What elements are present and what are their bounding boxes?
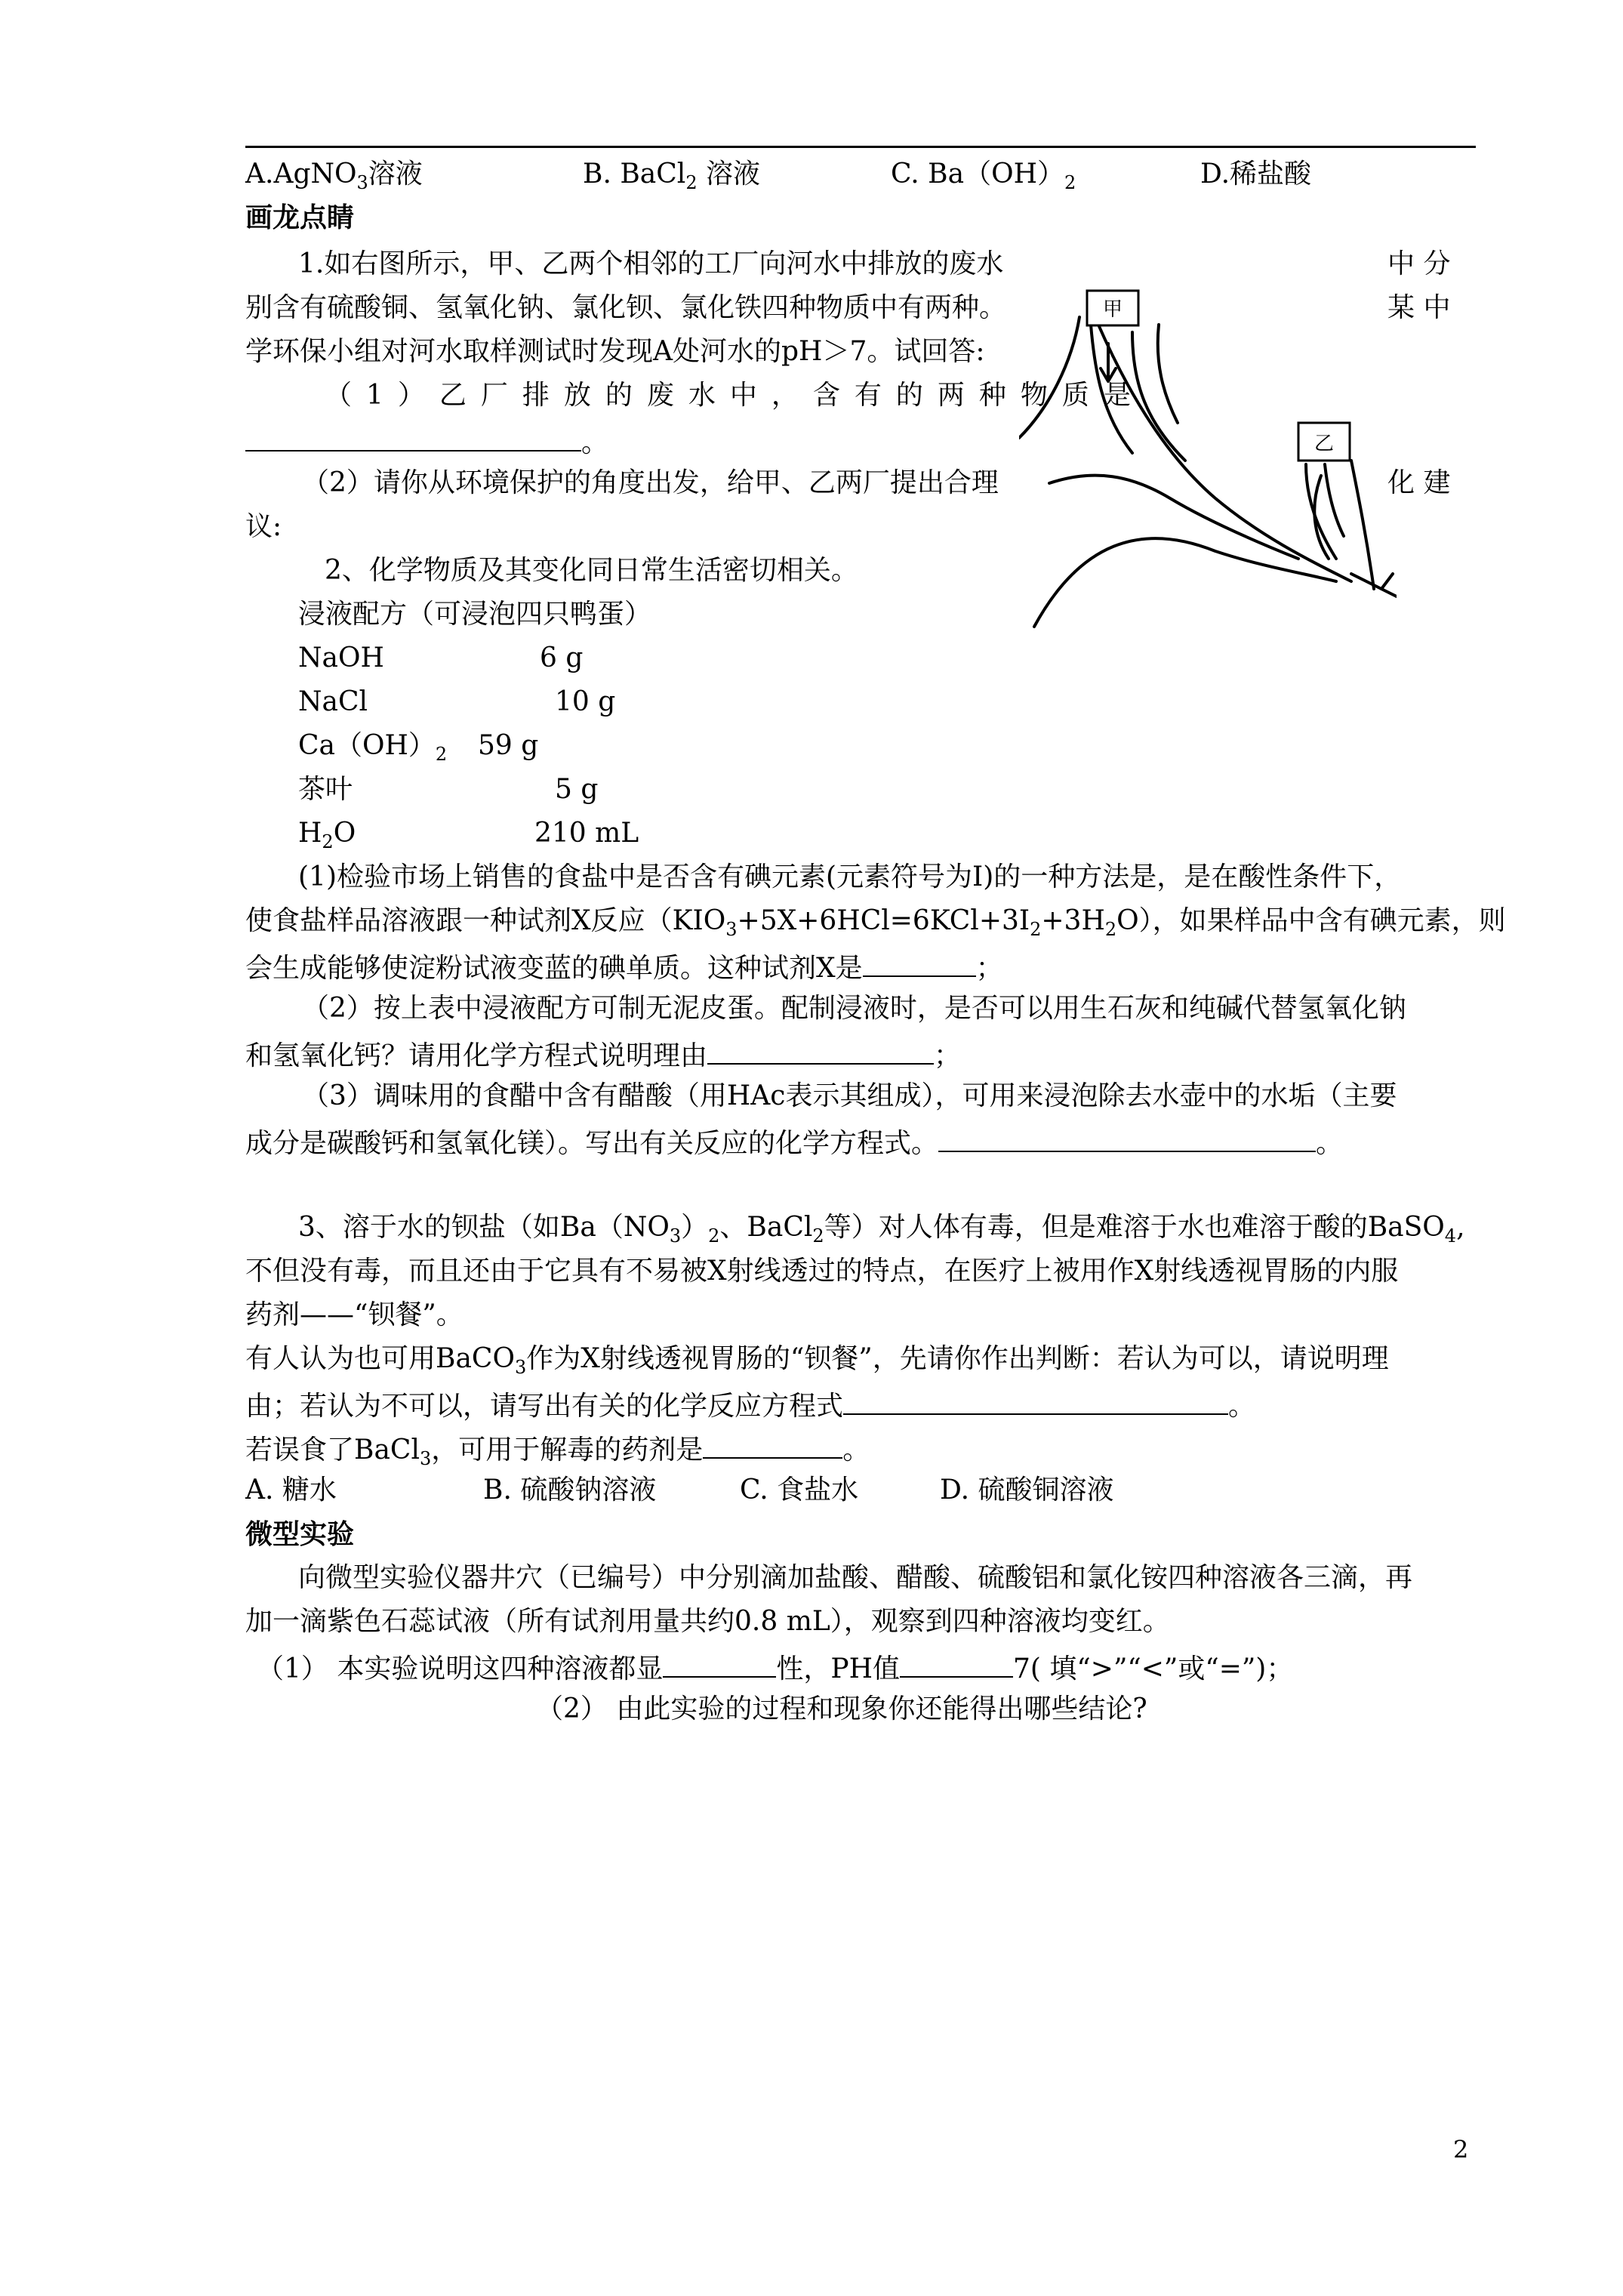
q3-option-d: D. 硫酸铜溶液 bbox=[940, 1475, 1114, 1505]
q2-sub2-line2: 和氢氧化钙？请用化学方程式说明理由 ； bbox=[245, 1033, 961, 1076]
q1-part1: （1）乙厂排放的废水中，含有的两种物质是 bbox=[325, 380, 1145, 411]
q2-sub3-line2: 成分是碳酸钙和氢氧化镁）。写出有关反应的化学方程式。 。 bbox=[245, 1120, 1343, 1163]
recipe-row-name: $Ca(OH)_2$ bbox=[298, 730, 448, 766]
q2-sub1-line3: 会生成能够使淀粉试液变蓝的碘单质。这种试剂X是 ； bbox=[245, 945, 1003, 988]
recipe-row-amount: 10 g bbox=[555, 686, 616, 717]
q3-line6: 若误食了BaCl$_3$，可用于解毒的药剂是 。 bbox=[245, 1427, 870, 1470]
q1-part2: （2）请你从环境保护的角度出发，给甲、乙两厂提出合理 bbox=[302, 467, 999, 498]
q2-sub2-line1: （2）按上表中浸液配方可制无泥皮蛋。配制浸液时，是否可以用生石灰和纯碱代替氢氧化钠 bbox=[302, 993, 1406, 1024]
recipe-row-name: NaCl bbox=[298, 686, 368, 717]
micro-part1: （1） 本实验说明这四种溶液都显 性，PH值 7( 填“>”“<”或“=”)； bbox=[257, 1646, 1293, 1689]
q2-sub1-line2: 使食盐样品溶液跟一种试剂X反应$(KIO_3+5X+6HCl=6KCl+3I_2+3H_2O)$，如果样品中含有碘元素，则 bbox=[245, 905, 1506, 941]
q1-line1-tail: 中 分 bbox=[1387, 248, 1451, 279]
section-heading-1: 画龙点睛 bbox=[245, 202, 355, 233]
recipe-row-name: 茶叶 bbox=[298, 774, 353, 805]
factory-yi-label: 乙 bbox=[1313, 433, 1335, 455]
answer-blank[interactable] bbox=[938, 1120, 1316, 1152]
q3-option-a: A. 糖水 bbox=[245, 1475, 337, 1505]
q1-line3: 学环保小组对河水取样测试时发现A处河水的pH＞7。试回答: bbox=[245, 336, 985, 367]
option-d: D.稀盐酸 bbox=[1200, 159, 1312, 190]
section-heading-2: 微型实验 bbox=[245, 1518, 355, 1550]
recipe-row-amount: 5 g bbox=[555, 774, 599, 805]
q1-part2-end: 议: bbox=[245, 511, 282, 542]
q3-line3: 药剂——“钡餐”。 bbox=[245, 1299, 463, 1330]
q3-option-c: C. 食盐水 bbox=[740, 1475, 859, 1505]
micro-line2: 加一滴紫色石蕊试液（所有试剂用量共约0.8 mL），观察到四种溶液均变红。 bbox=[245, 1606, 1170, 1637]
q2-sub3-line1: （3）调味用的食醋中含有醋酸（用HAc表示其组成），可用来浸泡除去水壶中的水垢（主要 bbox=[302, 1080, 1397, 1111]
micro-line1: 向微型实验仪器井穴（已编号）中分别滴加盐酸、醋酸、硫酸铝和氯化铵四种溶液各三滴，再 bbox=[298, 1562, 1413, 1593]
recipe-row-name: NaOH bbox=[298, 643, 384, 673]
answer-blank[interactable] bbox=[900, 1646, 1013, 1678]
answer-blank[interactable] bbox=[863, 945, 976, 977]
recipe-title: 浸液配方（可浸泡四只鸭蛋） bbox=[298, 599, 652, 630]
answer-blank[interactable] bbox=[707, 1033, 934, 1065]
q3-line5: 由；若认为不可以，请写出有关的化学反应方程式 。 bbox=[245, 1383, 1255, 1426]
answer-blank[interactable] bbox=[663, 1646, 776, 1678]
q2-intro: 2、化学物质及其变化同日常生活密切相关。 bbox=[325, 555, 858, 586]
factory-jia-label: 甲 bbox=[1102, 298, 1123, 321]
recipe-row-amount: 59 g bbox=[478, 730, 539, 761]
q2-sub1-line1: (1)检验市场上销售的食盐中是否含有碘元素(元素符号为I)的一种方法是，是在酸性条件下， bbox=[298, 861, 1402, 892]
q1-line1: 1.如右图所示，甲、乙两个相邻的工厂向河水中排放的废水 bbox=[298, 248, 1004, 279]
recipe-row-amount: 210 mL bbox=[534, 818, 639, 849]
recipe-row-name: $H_2O$ bbox=[298, 818, 356, 853]
q1-line2: 别含有硫酸铜、氢氧化钠、氯化钡、氯化铁四种物质中有两种。 bbox=[245, 292, 1007, 323]
top-rule bbox=[245, 146, 1476, 148]
river-figure bbox=[1019, 272, 1397, 634]
option-a: A.AgNO$_3$溶液 bbox=[245, 159, 423, 194]
q3-line1: 3、溶于水的钡盐（如$Ba(NO_3)_2$、BaCl$_2$等）对人体有毒，但是难溶于水也难溶于酸的BaSO$_4$, bbox=[298, 1212, 1465, 1247]
q1-part1-answer: 。 bbox=[245, 420, 608, 463]
answer-blank[interactable] bbox=[703, 1427, 842, 1459]
answer-blank[interactable] bbox=[245, 420, 581, 451]
option-c: C. $Ba(OH)_2$ bbox=[891, 159, 1076, 194]
q3-option-b: B. 硫酸钠溶液 bbox=[483, 1475, 657, 1505]
recipe-row-amount: 6 g bbox=[540, 643, 584, 673]
q3-line4: 有人认为也可用BaCO$_3$作为X射线透视胃肠的“钡餐”，先请你作出判断：若认为可以，请说明理 bbox=[245, 1343, 1389, 1379]
option-b: B. BaCl$_2$ 溶液 bbox=[583, 159, 761, 194]
q1-part2-tail: 化 建 bbox=[1387, 467, 1451, 498]
micro-part2: （2） 由此实验的过程和现象你还能得出哪些结论? bbox=[536, 1693, 1147, 1724]
q1-line2-tail: 某 中 bbox=[1387, 292, 1451, 323]
answer-blank[interactable] bbox=[843, 1383, 1228, 1415]
q3-line2: 不但没有毒，而且还由于它具有不易被X射线透过的特点，在医疗上被用作X射线透视胃肠的内服 bbox=[245, 1256, 1399, 1287]
page-number: 2 bbox=[1453, 2135, 1469, 2164]
